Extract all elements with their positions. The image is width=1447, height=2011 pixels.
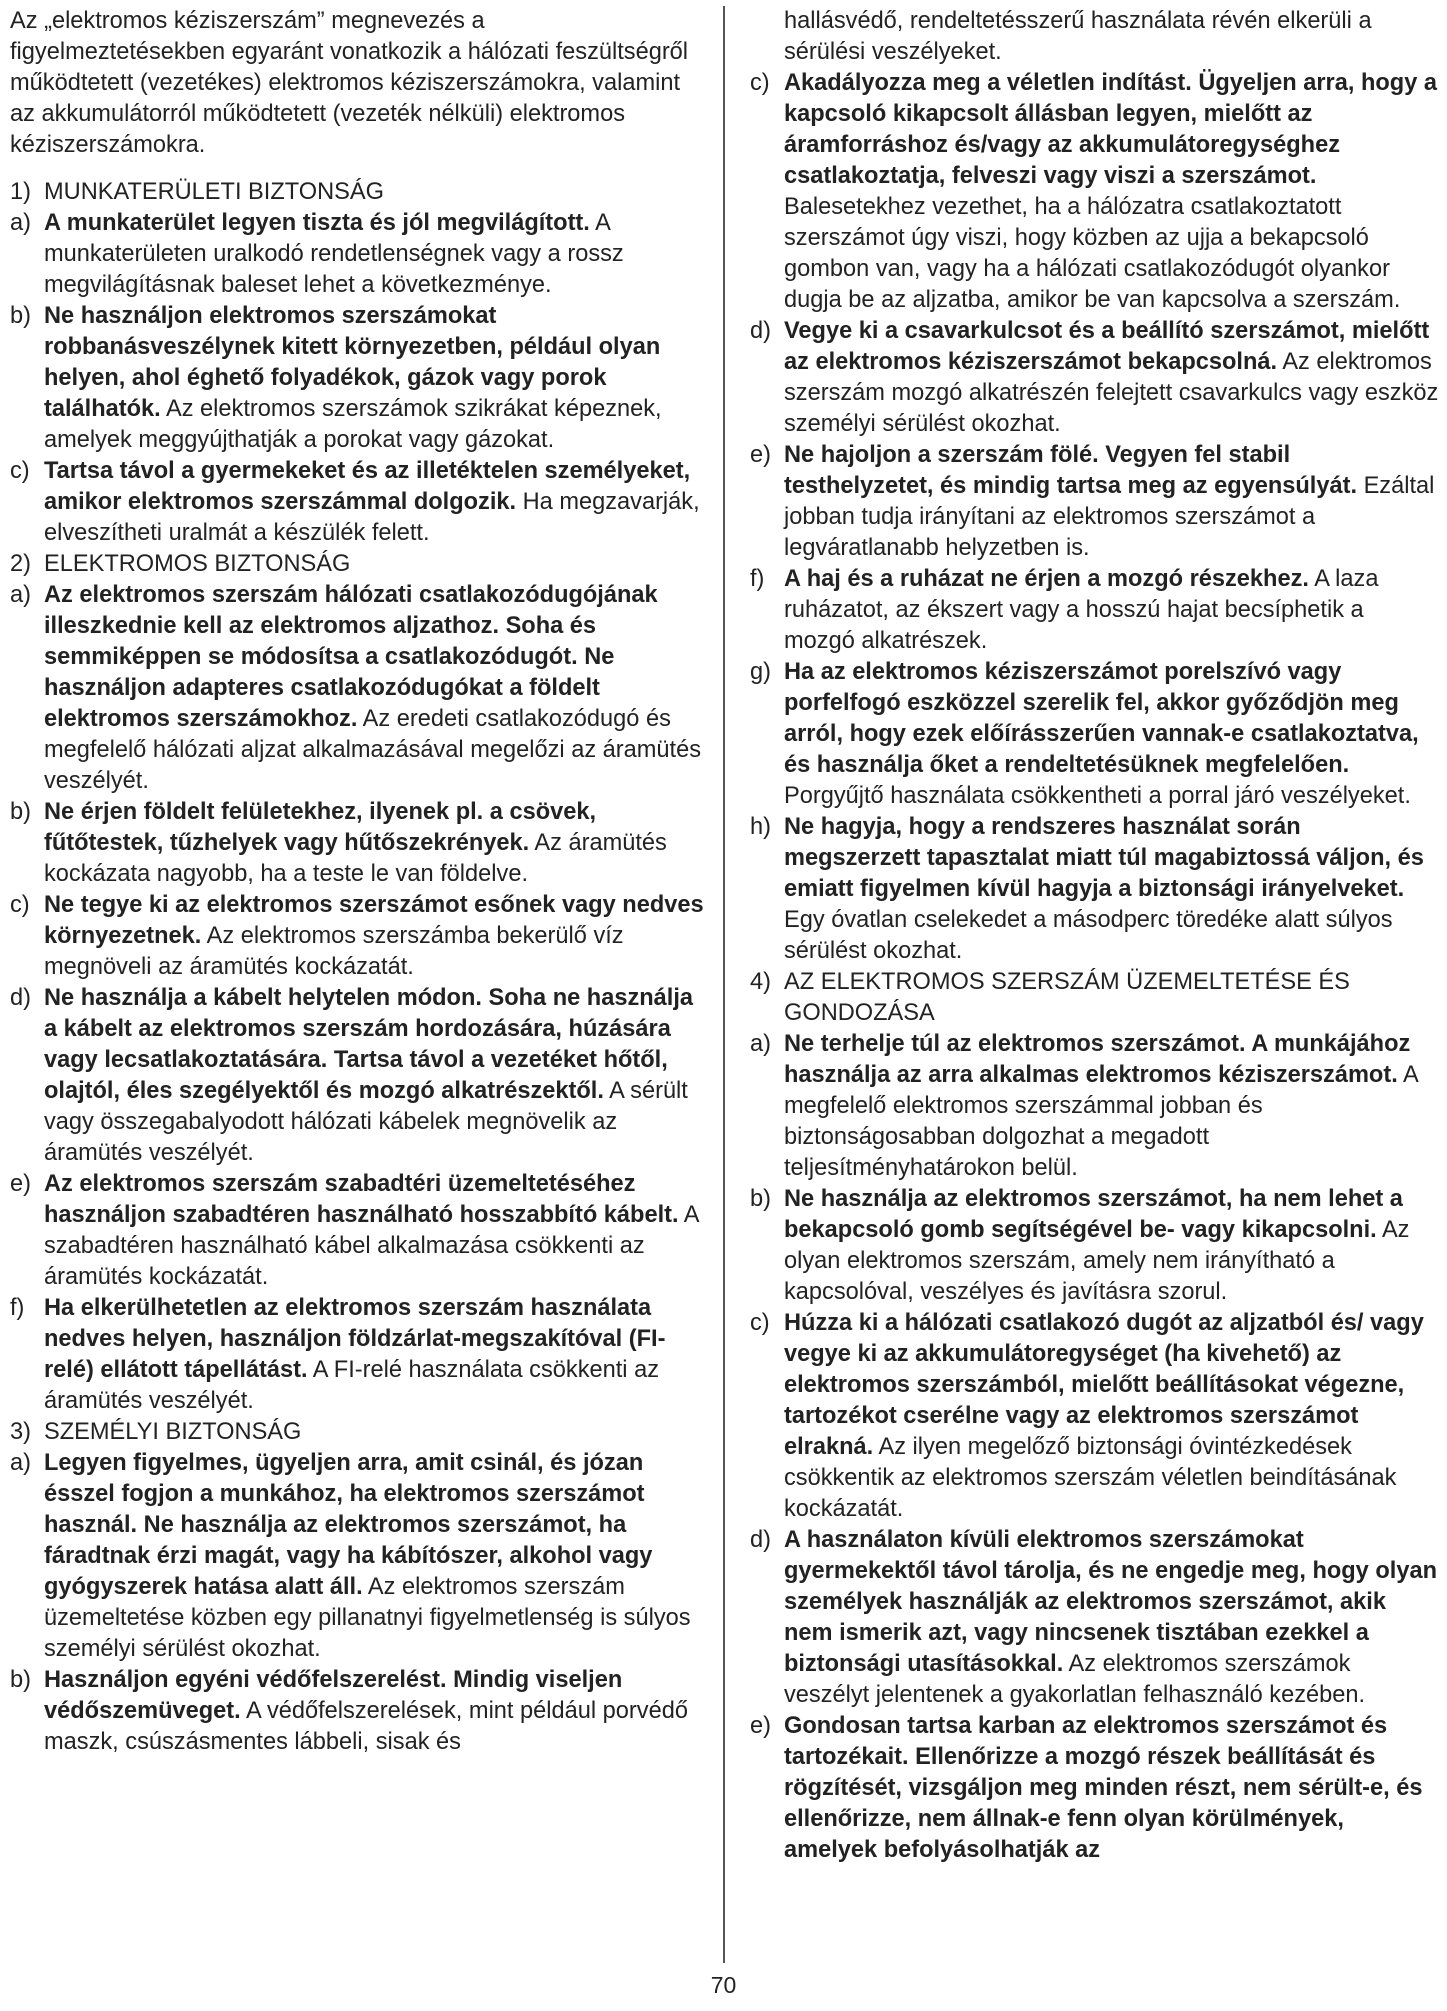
item-text: Az elektromos szerszám mozgó alkatrészén felejtett csavarkulcs vagy eszköz személyi sérülést okozhat.: [784, 349, 1439, 437]
item-bold-text: Ne hajoljon a szerszám fölé. Vegyen fel stabil testhelyzetet, és mindig tartsa meg az egyensúlyát.: [784, 442, 1358, 499]
item-label: c): [10, 458, 30, 484]
item-text: Az elektromos szerszámba bekerülő víz megnöveli az áramütés kockázatát.: [44, 923, 624, 980]
left-column: [10, 6, 705, 1758]
list-item: [10, 208, 705, 301]
list-item: [10, 1169, 705, 1293]
item-label: d): [750, 1527, 771, 1553]
list-item: [10, 580, 705, 797]
section-title: SZEMÉLYI BIZTONSÁG: [44, 1419, 302, 1445]
item-text: Porgyűjtő használata csökkentheti a porral járó veszélyeket.: [784, 783, 1411, 809]
item-bold-text: Húzza ki a hálózati csatlakozó dugót az aljzatból és/ vagy vegye ki az akkumulátoregységet (ha kivehető) az elektromos szerszámból, mielőtt beállításokat végezne, tartozékot cserélne vagy az elektromos szerszámot elrakná.: [784, 1310, 1424, 1460]
page-number: 70: [710, 1972, 737, 1998]
item-bold-text: Ne tegye ki az elektromos szerszámot esőnek vagy nedves környezetnek.: [44, 892, 704, 949]
item-text: Balesetekhez vezethet, ha a hálózatra csatlakoztatott szerszámot úgy viszi, hogy közben az ujja a bekapcsoló gombon van, vagy ha a hálózati csatlakozódugót olyankor dugja be az aljzatba, amikor be van kapcsolva a szerszám.: [784, 194, 1401, 313]
list-item: [750, 564, 1440, 657]
list-item: [10, 797, 705, 890]
list-item: [10, 1665, 705, 1758]
item-bold-text: Tartsa távol a gyermekeket és az illetéktelen személyeket, amikor elektromos szerszámmal dolgozik.: [44, 458, 691, 515]
item-text: Az elektromos szerszámok szikrákat képeznek, amelyek meggyújthatják a porokat vagy gázokat.: [44, 396, 662, 453]
item-text: Ezáltal jobban tudja irányítani az elektromos szerszámot a legváratlanabb helyzetben is.: [784, 473, 1435, 561]
item-label: a): [10, 1450, 31, 1476]
continued-text: hallásvédő, rendeltetésszerű használata révén elkerüli a sérülési veszélyeket.: [784, 8, 1372, 65]
item-bold-text: Ne használja a kábelt helytelen módon. Soha ne használja a kábelt az elektromos szerszám hordozására, húzására vagy lecsatlakoztatására. Tartsa távol a vezetéket hőtől, olajtól, éles szegélyektől és mozgó alkatrészektől.: [44, 985, 694, 1104]
list-item: [750, 1308, 1440, 1525]
item-bold-text: Vegye ki a csavarkulcsot és a beállító szerszámot, mielőtt az elektromos kéziszerszámot bekapcsolná.: [784, 318, 1430, 375]
list-item: [750, 316, 1440, 440]
item-text: Az ilyen megelőző biztonsági óvintézkedések csökkentik az elektromos szerszám véletlen beindításának kockázatát.: [784, 1434, 1397, 1522]
item-text: Az áramütés kockázata nagyobb, ha a teste le van földelve.: [44, 830, 667, 887]
item-label: b): [750, 1186, 771, 1212]
item-label: f): [10, 1295, 25, 1321]
list-item: [750, 1525, 1440, 1711]
item-text: A megfelelő elektromos szerszámmal jobban és biztonságosabban dolgozhat a megadott teljesítményhatárokon belül.: [784, 1062, 1418, 1181]
list-item: [750, 1711, 1440, 1866]
item-label: a): [10, 582, 31, 608]
item-text: Az eredeti csatlakozódugó és megfelelő hálózati aljzat alkalmazásával megelőzi az áramütés veszélyét.: [44, 706, 702, 794]
item-bold-text: Ha elkerülhetetlen az elektromos szerszám használata nedves helyen, használjon földzárlat-megszakítóval (FI-relé) ellátott tápellátást.: [44, 1295, 666, 1383]
item-text: Ha megzavarják, elveszítheti uralmát a készülék felett.: [44, 489, 700, 546]
section-title: MUNKATERÜLETI BIZTONSÁG: [44, 179, 384, 205]
item-bold-text: Ne hagyja, hogy a rendszeres használat során megszerzett tapasztalat miatt túl magabiztossá váljon, és emiatt figyelmen kívül hagyja a biztonsági irányelveket.: [784, 814, 1424, 902]
item-bold-text: Az elektromos szerszám hálózati csatlakozódugójának illeszkednie kell az elektromos aljzathoz. Soha és semmiképpen se módosítsa a csatlakozódugót. Ne használjon adapteres csatlakozódugókat a földelt elektromos szerszámokhoz.: [44, 582, 658, 732]
item-label: e): [10, 1171, 31, 1197]
item-text: A FI-relé használata csökkenti az áramütés veszélyét.: [44, 1357, 660, 1414]
item-bold-text: Akadályozza meg a véletlen indítást. Ügyeljen arra, hogy a kapcsoló kikapcsolt állásban legyen, mielőtt az áramforráshoz és/vagy az akkumulátoregységhez csatlakoztatja, felveszi vagy viszi a szerszámot.: [784, 70, 1437, 189]
item-bold-text: A munkaterület legyen tiszta és jól megvilágított.: [44, 210, 590, 236]
section-title: AZ ELEKTROMOS SZERSZÁM ÜZEMELTETÉSE ÉS GONDOZÁSA: [784, 969, 1350, 1026]
list-item: [750, 68, 1440, 316]
intro-paragraph: Az „elektromos kéziszerszám” megnevezés a figyelmeztetésekben egyaránt vonatkozik a hálózati feszültségről működtetett (vezetékes) elektromos kéziszerszámokra, valamint az akkumulátorról működtetett (vezeték nélküli) elektromos kéziszerszámokra.: [10, 8, 689, 158]
section-number: 4): [750, 969, 771, 995]
item-bold-text: A haj és a ruházat ne érjen a mozgó részekhez.: [784, 566, 1309, 592]
right-column: [750, 6, 1440, 1866]
item-label: e): [750, 442, 771, 468]
item-label: b): [10, 799, 31, 825]
item-bold-text: Használjon egyéni védőfelszerelést. Mindig viseljen védőszemüveget.: [44, 1667, 623, 1724]
list-item: [10, 456, 705, 549]
item-bold-text: Ne érjen földelt felületekhez, ilyenek pl. a csövek, fűtőtestek, tűzhelyek vagy hűtőszekrények.: [44, 799, 597, 856]
item-label: c): [750, 1310, 770, 1336]
list-item: [10, 1293, 705, 1417]
list-item: [750, 812, 1440, 967]
section-heading-2: [10, 549, 705, 580]
item-label: g): [750, 659, 771, 685]
item-label: d): [10, 985, 31, 1011]
column-divider: [723, 6, 725, 1963]
list-item: [750, 657, 1440, 812]
item-bold-text: Ha az elektromos kéziszerszámot porelszívó vagy porfelfogó eszközzel szerelik fel, akkor győződjön meg arról, hogy ezek előírásszerűen vannak-e csatlakoztatva, és használja őket a rendeltetésüknek megfelelően.: [784, 659, 1419, 778]
item-text: Az olyan elektromos szerszám, amely nem irányítható a kapcsolóval, veszélyes és javításra szorul.: [784, 1217, 1410, 1305]
item-label: f): [750, 566, 765, 592]
list-item: [10, 890, 705, 983]
section-number: 3): [10, 1419, 31, 1445]
item-text: Egy óvatlan cselekedet a másodperc töredéke alatt súlyos sérülést okozhat.: [784, 907, 1393, 964]
item-text: Az elektromos szerszámok veszélyt jelentenek a gyakorlatlan felhasználó kezében.: [784, 1651, 1366, 1708]
item-label: h): [750, 814, 771, 840]
item-text: A védőfelszerelések, mint például porvédő maszk, csúszásmentes lábbeli, sisak és: [44, 1698, 688, 1755]
list-item: [10, 1448, 705, 1665]
item-bold-text: Gondosan tartsa karban az elektromos szerszámot és tartozékait. Ellenőrizze a mozgó részek beállítását és rögzítését, vizsgáljon meg minden részt, nem sérült-e, és ellenőrizze, nem állnak-e fenn olyan körülmények, amelyek befolyásolhatják az: [784, 1713, 1423, 1863]
item-label: c): [10, 892, 30, 918]
list-item: [750, 440, 1440, 564]
item-bold-text: Ne használjon elektromos szerszámokat robbanásveszélynek kitett környezetben, például olyan helyen, ahol éghető folyadékok, gázok vagy porok találhatók.: [44, 303, 661, 422]
item-bold-text: Az elektromos szerszám szabadtéri üzemeltetéséhez használjon szabadtéren használható hosszabbító kábelt.: [44, 1171, 679, 1228]
list-item: [10, 301, 705, 456]
item-label: b): [10, 1667, 31, 1693]
item-label: a): [750, 1031, 771, 1057]
section-number: 1): [10, 179, 31, 205]
list-item: [750, 1184, 1440, 1308]
item-bold-text: Legyen figyelmes, ügyeljen arra, amit csinál, és józan ésszel fogjon a munkához, ha elektromos szerszámot használ. Ne használja az elektromos szerszámot, ha fáradtnak érzi magát, vagy ha kábítószer, alkohol vagy gyógyszerek hatása alatt áll.: [44, 1450, 653, 1600]
section-heading-3: [10, 1417, 705, 1448]
item-text: A szabadtéren használható kábel alkalmazása csökkenti az áramütés kockázatát.: [44, 1202, 699, 1290]
item-label: a): [10, 210, 31, 236]
item-bold-text: Ne terhelje túl az elektromos szerszámot. A munkájához használja az arra alkalmas elektromos kéziszerszámot.: [784, 1031, 1411, 1088]
item-text: A laza ruházatot, az ékszert vagy a hosszú hajat becsíphetik a mozgó alkatrészek.: [784, 566, 1379, 654]
section-number: 2): [10, 551, 31, 577]
item-text: A munkaterületen uralkodó rendetlenségnek vagy a rossz megvilágításnak baleset lehet a következménye.: [44, 210, 624, 298]
item-label: c): [750, 70, 770, 96]
section-title: ELEKTROMOS BIZTONSÁG: [44, 551, 351, 577]
item-label: d): [750, 318, 771, 344]
item-bold-text: Ne használja az elektromos szerszámot, ha nem lehet a bekapcsoló gomb segítségével be- vagy kikapcsolni.: [784, 1186, 1403, 1243]
section-heading-1: [10, 177, 705, 208]
item-label: e): [750, 1713, 771, 1739]
item-bold-text: A használaton kívüli elektromos szerszámokat gyermekektől távol tárolja, és ne engedje meg, hogy olyan személyek használják az elektromos szerszámot, akik nem ismerik azt, vagy nincsenek tisztában ezekkel a biztonsági utasításokkal.: [784, 1527, 1437, 1677]
list-item: [10, 983, 705, 1169]
item-text: A sérült vagy összegabalyodott hálózati kábelek megnövelik az áramütés veszélyét.: [44, 1078, 688, 1166]
list-item: [750, 1029, 1440, 1184]
section-heading-4: [750, 967, 1440, 1029]
item-text: Az elektromos szerszám üzemeltetése közben egy pillanatnyi figyelmetlenség is súlyos személyi sérülést okozhat.: [44, 1574, 691, 1662]
item-label: b): [10, 303, 31, 329]
